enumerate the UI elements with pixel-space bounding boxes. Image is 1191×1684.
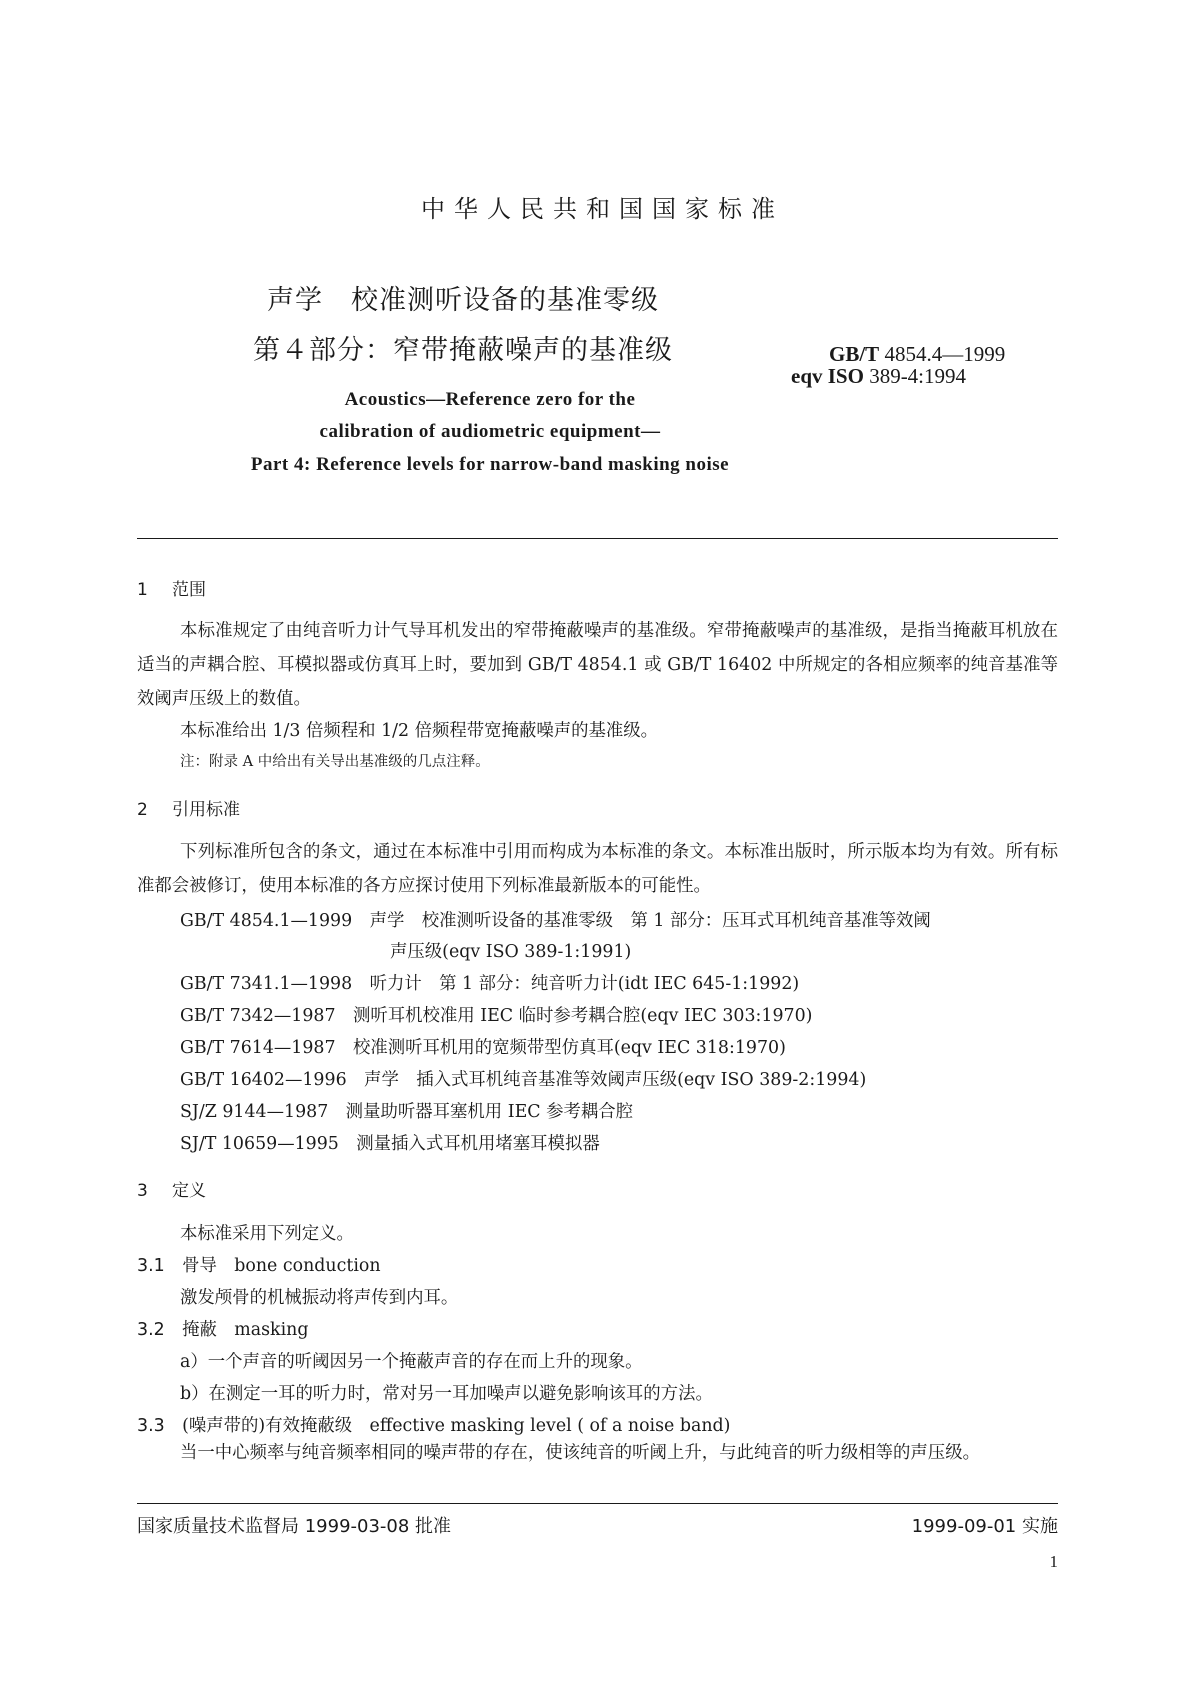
reference-code: GB/T 7614—1987 xyxy=(180,1038,336,1058)
section-3-heading xyxy=(137,1176,206,1201)
section-1-number: 1 xyxy=(137,580,148,600)
equivalent-code-prefix: eqv ISO xyxy=(791,364,864,388)
effective-date: 1999-09-01 实施 xyxy=(911,1516,1058,1537)
page-number: 1 xyxy=(1049,1552,1058,1571)
section-1-paragraph2: 本标准给出 1/3 倍频程和 1/2 倍频程带宽掩蔽噪声的基准级。 xyxy=(180,721,659,741)
reference-item xyxy=(180,1033,786,1058)
section-3-number: 3 xyxy=(137,1181,148,1201)
definition-3-2-b: b）在测定一耳的听力时，常对另一耳加噪声以避免影响该耳的方法。 xyxy=(180,1384,713,1404)
approval-date: 国家质量技术监督局 1999-03-08 批准 xyxy=(137,1516,452,1537)
definition-3-3-text: 当一中心频率与纯音频率相同的噪声带的存在，使该纯音的听阈上升，与此纯音的听力级相等的声压级。 xyxy=(180,1443,980,1463)
definition-3-2-a: a）一个声音的听阈因另一个掩蔽声音的存在而上升的现象。 xyxy=(180,1352,643,1372)
reference-title: 校准测听耳机用的宽频带型仿真耳(eqv IEC 318:1970) xyxy=(352,1038,786,1058)
english-title-line2: calibration of audiometric equipment— xyxy=(319,421,661,442)
english-title-line1: Acoustics—Reference zero for the xyxy=(344,389,636,410)
section-2-title: 引用标准 xyxy=(172,800,240,820)
section-2-heading xyxy=(137,795,240,820)
reference-code: SJ/T 10659—1995 xyxy=(180,1134,339,1154)
definition-term: 掩蔽 masking xyxy=(182,1320,309,1340)
section-3-title: 定义 xyxy=(172,1181,206,1201)
reference-code: SJ/Z 9144—1987 xyxy=(180,1102,329,1122)
reference-title: 声学 校准测听设备的基准零级 第 1 部分：压耳式耳机纯音基准等效阈 xyxy=(369,911,931,931)
section-1-paragraph: 本标准规定了由纯音听力计气导耳机发出的窄带掩蔽噪声的基准级。窄带掩蔽噪声的基准级，是指当掩蔽耳机放在适当的声耦合腔、耳模拟器或仿真耳上时，要加到 GB/T 4854.1 或 GB/T 16402 中所规定的各相应频率的纯音基准等效阈声压级上的数值。 xyxy=(137,621,1058,709)
reference-title: 测量助听器耳塞机用 IEC 参考耦合腔 xyxy=(345,1102,634,1122)
reference-title: 测听耳机校准用 IEC 临时参考耦合腔(eqv IEC 303:1970) xyxy=(352,1006,813,1026)
definition-number: 3.2 xyxy=(137,1320,165,1340)
section-1-heading xyxy=(137,575,206,600)
reference-title: 声学 插入式耳机纯音基准等效阈声压级(eqv ISO 389-2:1994) xyxy=(364,1070,867,1090)
definition-3-3 xyxy=(137,1411,730,1436)
reference-item xyxy=(180,1097,633,1122)
header-divider xyxy=(137,538,1058,539)
definition-term: 骨导 bone conduction xyxy=(182,1256,381,1276)
national-standard-heading: 中华人民共和国国家标准 xyxy=(421,195,784,223)
definition-term: (噪声带的)有效掩蔽级 effective masking level ( of a noise band) xyxy=(182,1416,731,1436)
reference-title: 测量插入式耳机用堵塞耳模拟器 xyxy=(356,1134,600,1154)
reference-item xyxy=(180,1065,866,1090)
reference-code: GB/T 4854.1—1999 xyxy=(180,911,353,931)
definition-number: 3.1 xyxy=(137,1256,165,1276)
section-2-number: 2 xyxy=(137,800,148,820)
reference-item xyxy=(180,1129,600,1154)
definition-3-1-text: 激发颅骨的机械振动将声传到内耳。 xyxy=(180,1288,459,1308)
english-title-line3: Part 4: Reference levels for narrow-band masking noise xyxy=(250,454,730,475)
footer-divider xyxy=(137,1503,1058,1504)
definition-3-1 xyxy=(137,1251,381,1276)
reference-item xyxy=(180,1001,812,1026)
section-2-paragraph: 下列标准所包含的条文，通过在本标准中引用而构成为本标准的条文。本标准出版时，所示版本均为有效。所有标准都会被修订，使用本标准的各方应探讨使用下列标准最新版本的可能性。 xyxy=(137,842,1058,896)
reference-code: GB/T 7341.1—1998 xyxy=(180,974,353,994)
section-1-title: 范围 xyxy=(172,580,206,600)
definition-3-2 xyxy=(137,1315,308,1340)
reference-code: GB/T 7342—1987 xyxy=(180,1006,336,1026)
chinese-title-line1: 声学 校准测听设备的基准零级 xyxy=(267,285,659,316)
equivalent-code xyxy=(791,364,966,389)
equivalent-code-number: 389-4:1994 xyxy=(863,364,967,388)
standard-code-prefix: GB/T xyxy=(829,342,880,366)
reference-code: GB/T 16402—1996 xyxy=(180,1070,347,1090)
section-1-note: 注：附录 A 中给出有关导出基准级的几点注释。 xyxy=(180,754,490,770)
standard-code-number: 4854.4—1999 xyxy=(879,342,1006,366)
definition-number: 3.3 xyxy=(137,1416,165,1436)
reference-continuation: 声压级(eqv ISO 389-1:1991) xyxy=(390,942,632,962)
section-3-intro: 本标准采用下列定义。 xyxy=(180,1224,354,1244)
reference-item xyxy=(180,969,799,994)
reference-title: 听力计 第 1 部分：纯音听力计(idt IEC 645-1:1992) xyxy=(369,974,800,994)
chinese-title-line2: 第４部分：窄带掩蔽噪声的基准级 xyxy=(253,335,673,366)
reference-item xyxy=(180,906,931,931)
